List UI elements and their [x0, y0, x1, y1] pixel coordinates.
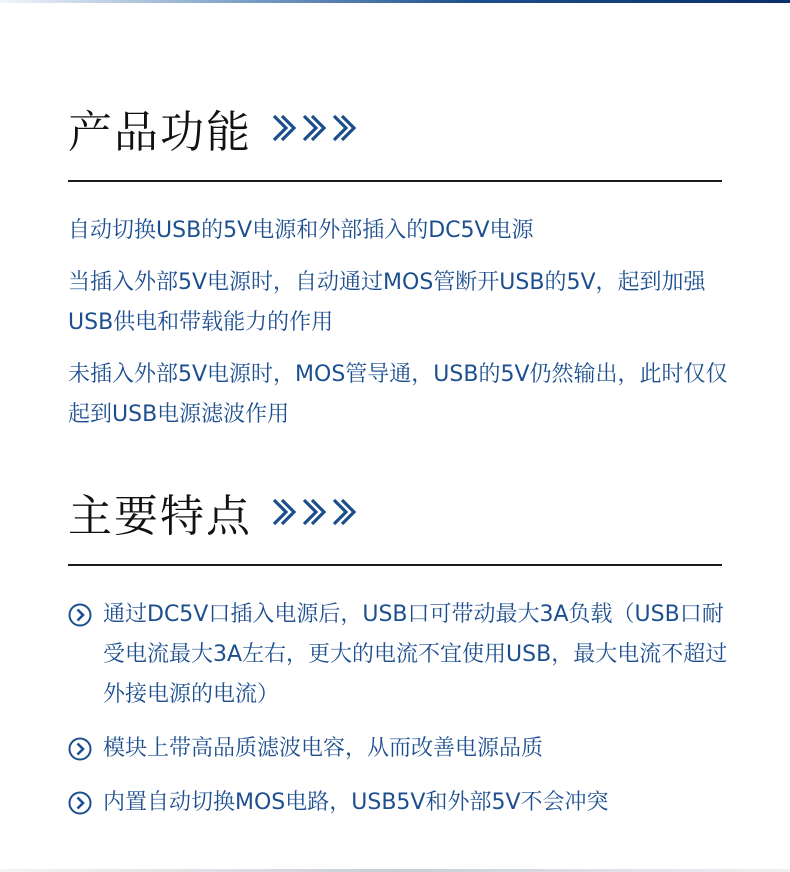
triple-chevron-right-icon: [272, 112, 360, 144]
feature-text: 模块上带高品质滤波电容，从而改善电源品质: [103, 736, 544, 761]
function-paragraph-1: 自动切换USB的5V电源和外部插入的DC5V电源: [68, 218, 534, 243]
function-paragraph-3: 未插入外部5V电源时，MOS管导通，USB的5V仍然输出，此时仅仅起到USB电源滤波作用: [68, 362, 728, 427]
section-heading: [68, 100, 360, 156]
circle-chevron-right-icon: [68, 737, 92, 761]
circle-chevron-right-icon: [68, 603, 92, 627]
section-heading: [68, 484, 360, 540]
section-divider: [68, 564, 722, 566]
section-title: 主要特点: [68, 491, 252, 542]
section-divider: [68, 180, 722, 182]
circle-chevron-right-icon: [68, 791, 92, 815]
top-gradient-bar: [0, 0, 790, 3]
section-title: 产品功能: [68, 107, 252, 158]
feature-text: 通过DC5V口插入电源后，USB口可带动最大3A负载（USB口耐受电流最大3A左右，更大的电流不宜使用USB，最大电流不超过外接电源的电流）: [103, 602, 728, 707]
function-paragraph-2: 当插入外部5V电源时，自动通过MOS管断开USB的5V，起到加强USB供电和带载能力的作用: [68, 270, 706, 335]
feature-text: 内置自动切换MOS电路，USB5V和外部5V不会冲突: [103, 790, 609, 815]
triple-chevron-right-icon: [272, 496, 360, 528]
